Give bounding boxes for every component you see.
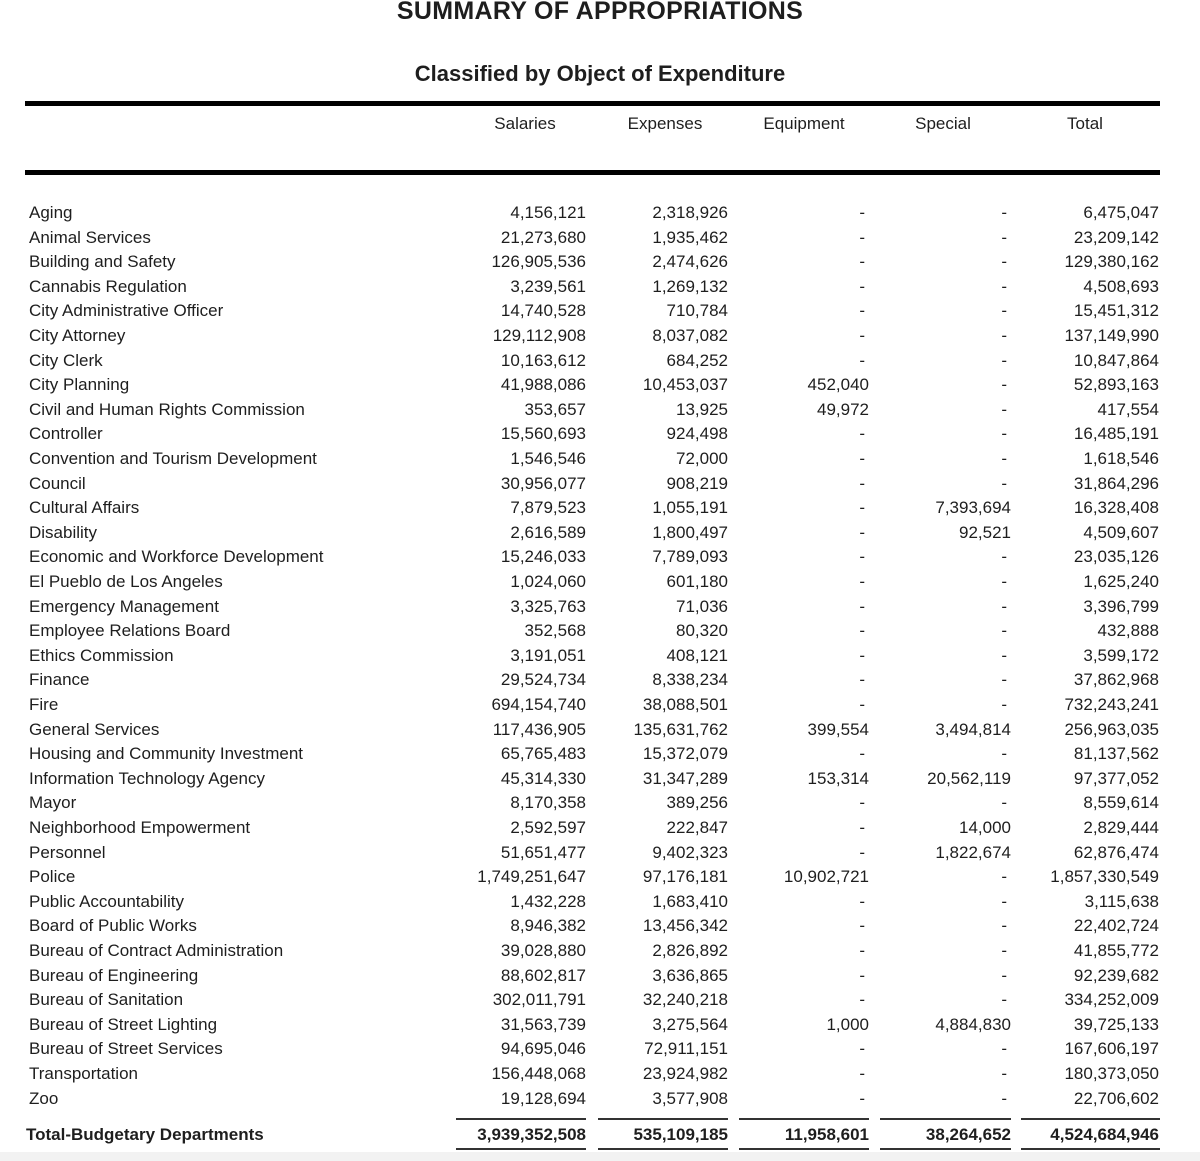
cell-expenses: 32,240,218: [642, 990, 728, 1010]
cell-total: 256,963,035: [1064, 719, 1159, 739]
cell-expenses: 13,925: [676, 399, 728, 419]
department-name: Building and Safety: [29, 252, 176, 272]
cell-salaries: 353,657: [524, 399, 586, 419]
cell-salaries: 117,436,905: [492, 719, 586, 739]
cell-salaries: 2,616,589: [510, 522, 586, 542]
cell-salaries: 41,988,086: [500, 375, 586, 395]
table-row: [0, 400, 1200, 424]
table-row: [0, 916, 1200, 940]
cell-equipment: -: [859, 744, 865, 764]
cell-salaries: 302,011,791: [492, 990, 586, 1010]
cell-equipment: -: [859, 498, 865, 518]
cell-salaries: 8,170,358: [510, 793, 586, 813]
department-name: Emergency Management: [29, 596, 219, 616]
table-row: [0, 572, 1200, 596]
cell-special: -: [1001, 645, 1007, 665]
cell-salaries: 30,956,077: [500, 473, 586, 493]
cell-expenses: 13,456,342: [642, 916, 728, 936]
table-row: [0, 720, 1200, 744]
department-name: Bureau of Engineering: [29, 965, 199, 985]
table-row: [0, 843, 1200, 867]
cell-expenses: 1,269,132: [652, 276, 728, 296]
cell-special: -: [1001, 965, 1007, 985]
cell-total: 4,508,693: [1083, 276, 1159, 296]
cell-equipment: -: [859, 572, 865, 591]
cell-equipment: -: [859, 547, 865, 567]
underline-salaries: [456, 1118, 586, 1120]
cell-expenses: 2,318,926: [652, 203, 728, 222]
double-underline-special: [880, 1148, 1011, 1150]
cell-total: 62,876,474: [1073, 842, 1159, 862]
department-name: Cannabis Regulation: [29, 276, 187, 296]
cell-expenses: 38,088,501: [642, 695, 728, 714]
department-name: Bureau of Street Services: [29, 1039, 223, 1059]
cell-total: 92,239,682: [1073, 965, 1159, 985]
department-name: Bureau of Contract Administration: [29, 941, 284, 960]
cell-equipment: -: [859, 473, 865, 493]
cell-salaries: 65,765,483: [500, 744, 586, 764]
cell-special: -: [1001, 916, 1007, 936]
column-header-total: Total: [1067, 114, 1103, 133]
department-name: Aging: [29, 203, 73, 222]
column-header-special: Special: [915, 114, 971, 133]
table-row: [0, 523, 1200, 547]
total-label: Total-Budgetary Departments: [26, 1125, 264, 1144]
cell-special: -: [1001, 301, 1007, 321]
cell-special: 1,822,674: [935, 842, 1011, 862]
department-name: Police: [29, 867, 76, 887]
table-row: [0, 621, 1200, 645]
cell-special: -: [1001, 891, 1007, 911]
department-name: City Planning: [29, 375, 130, 395]
underline-special: [880, 1118, 1011, 1120]
document-title: SUMMARY OF APPROPRIATIONS: [396, 0, 804, 25]
cell-equipment: -: [859, 1088, 865, 1108]
cell-total: 22,706,602: [1073, 1088, 1159, 1108]
cell-equipment: -: [859, 596, 865, 616]
cell-total: 81,137,562: [1073, 744, 1159, 764]
cell-salaries: 15,560,693: [500, 424, 586, 444]
cell-expenses: 408,121: [666, 645, 728, 665]
department-name: Neighborhood Empowerment: [29, 818, 251, 837]
table-row: [0, 351, 1200, 375]
cell-special: -: [1001, 473, 1007, 493]
cell-total: 23,209,142: [1073, 227, 1159, 247]
page-bottom-shade: [0, 1152, 1200, 1161]
department-name: Controller: [29, 424, 103, 444]
cell-special: -: [1001, 670, 1007, 690]
cell-special: -: [1001, 547, 1007, 567]
department-name: Animal Services: [29, 227, 151, 247]
cell-special: -: [1001, 744, 1007, 764]
cell-expenses: 1,935,462: [652, 227, 728, 247]
table-row: [0, 597, 1200, 621]
cell-salaries: 94,695,046: [500, 1039, 586, 1059]
cell-expenses: 80,320: [676, 621, 728, 641]
cell-equipment: -: [859, 965, 865, 985]
table-row: [0, 301, 1200, 325]
cell-special: -: [1001, 621, 1007, 641]
table-row: [0, 892, 1200, 916]
cell-total: 16,328,408: [1073, 498, 1159, 518]
cell-equipment: -: [859, 276, 865, 296]
total-salaries: 3,939,352,508: [477, 1125, 586, 1144]
cell-equipment: -: [859, 227, 865, 247]
cell-total: 52,893,163: [1073, 375, 1159, 395]
cell-equipment: -: [859, 941, 865, 960]
table-row: [0, 449, 1200, 473]
cell-equipment: 1,000: [826, 1014, 869, 1034]
cell-expenses: 71,036: [676, 596, 728, 616]
cell-total: 22,402,724: [1073, 916, 1159, 936]
cell-salaries: 51,651,477: [500, 842, 586, 862]
cell-expenses: 908,219: [666, 473, 728, 493]
table-row: [0, 670, 1200, 694]
table-row: [0, 818, 1200, 842]
department-name: Personnel: [29, 842, 106, 862]
cell-salaries: 3,191,051: [510, 645, 586, 665]
department-name: Economic and Workforce Development: [29, 547, 324, 567]
cell-special: -: [1001, 867, 1007, 887]
underline-equipment: [739, 1118, 869, 1120]
cell-equipment: -: [859, 818, 865, 837]
department-name: Bureau of Street Lighting: [29, 1014, 218, 1034]
department-name: Information Technology Agency: [29, 768, 265, 788]
cell-total: 4,509,607: [1083, 522, 1159, 542]
cell-expenses: 389,256: [666, 793, 728, 813]
cell-expenses: 7,789,093: [652, 547, 728, 567]
table-row: [0, 1089, 1200, 1113]
table-row: [0, 203, 1200, 227]
table-row: [0, 646, 1200, 670]
cell-special: -: [1001, 399, 1007, 419]
cell-salaries: 1,546,546: [510, 449, 586, 468]
cell-special: -: [1001, 424, 1007, 444]
department-name: Cultural Affairs: [29, 498, 140, 518]
cell-special: -: [1001, 695, 1007, 714]
cell-salaries: 19,128,694: [500, 1088, 586, 1108]
cell-salaries: 156,448,068: [491, 1064, 586, 1083]
cell-equipment: -: [859, 1064, 865, 1083]
cell-special: -: [1001, 1039, 1007, 1059]
cell-salaries: 8,946,382: [510, 916, 586, 936]
double-underline-expenses: [598, 1148, 728, 1150]
department-name: Disability: [29, 522, 98, 542]
table-row: [0, 375, 1200, 399]
column-header-salaries: Salaries: [494, 114, 556, 133]
department-name: Employee Relations Board: [29, 621, 231, 641]
cell-equipment: -: [859, 449, 865, 468]
department-name: Transportation: [29, 1064, 138, 1083]
table-row: [0, 547, 1200, 571]
cell-special: -: [1001, 449, 1007, 468]
cell-total: 167,606,197: [1064, 1039, 1159, 1059]
cell-total: 1,857,330,549: [1050, 867, 1159, 887]
cell-special: -: [1001, 252, 1007, 272]
cell-total: 129,380,162: [1064, 252, 1159, 272]
cell-salaries: 3,325,763: [510, 596, 586, 616]
cell-expenses: 2,474,626: [652, 252, 728, 272]
cell-expenses: 710,784: [666, 301, 728, 321]
cell-total: 15,451,312: [1073, 301, 1159, 321]
cell-expenses: 1,800,497: [652, 522, 728, 542]
cell-total: 2,829,444: [1083, 818, 1159, 837]
department-name: El Pueblo de Los Angeles: [29, 572, 223, 591]
cell-special: 20,562,119: [927, 768, 1011, 788]
total-total: 4,524,684,946: [1050, 1125, 1159, 1144]
cell-expenses: 8,037,082: [652, 326, 728, 345]
cell-equipment: 153,314: [807, 768, 869, 788]
department-name: Public Accountability: [29, 891, 184, 911]
cell-salaries: 7,879,523: [510, 498, 586, 518]
table-row: [0, 1064, 1200, 1088]
cell-salaries: 1,749,251,647: [477, 867, 586, 887]
total-row: [0, 1125, 1200, 1149]
cell-salaries: 1,432,228: [510, 891, 586, 911]
cell-equipment: -: [859, 891, 865, 911]
cell-expenses: 2,826,892: [652, 941, 728, 960]
cell-salaries: 4,156,121: [510, 203, 586, 222]
document-subtitle: Classified by Object of Expenditure: [414, 61, 786, 86]
cell-expenses: 3,636,865: [652, 965, 728, 985]
cell-special: -: [1001, 990, 1007, 1010]
table-row: [0, 1015, 1200, 1039]
cell-total: 6,475,047: [1083, 203, 1159, 222]
cell-salaries: 2,592,597: [510, 818, 586, 837]
table-row: [0, 252, 1200, 276]
department-name: Fire: [29, 695, 59, 714]
cell-total: 432,888: [1097, 621, 1159, 641]
table-row: [0, 326, 1200, 350]
total-special: 38,264,652: [925, 1125, 1011, 1144]
table-row: [0, 695, 1200, 719]
department-name: Zoo: [29, 1088, 59, 1108]
cell-equipment: -: [859, 522, 865, 542]
cell-total: 1,618,546: [1083, 449, 1159, 468]
cell-special: 3,494,814: [935, 719, 1011, 739]
table-row: [0, 867, 1200, 891]
cell-special: -: [1001, 375, 1007, 395]
department-name: City Clerk: [29, 350, 103, 370]
department-name: Council: [29, 473, 86, 493]
cell-special: -: [1001, 350, 1007, 370]
cell-expenses: 3,577,908: [652, 1088, 728, 1108]
table-row: [0, 793, 1200, 817]
cell-equipment: -: [859, 424, 865, 444]
cell-equipment: -: [859, 990, 865, 1010]
cell-special: -: [1001, 203, 1007, 222]
cell-expenses: 1,683,410: [652, 891, 728, 911]
cell-expenses: 1,055,191: [652, 498, 728, 518]
cell-expenses: 31,347,289: [642, 768, 728, 788]
department-name: Bureau of Sanitation: [29, 990, 184, 1010]
header-bottom-rule: [25, 170, 1160, 175]
table-row: [0, 1039, 1200, 1063]
cell-special: 14,000: [959, 818, 1011, 837]
cell-equipment: -: [859, 203, 865, 222]
cell-special: -: [1001, 326, 1007, 345]
cell-total: 16,485,191: [1073, 424, 1159, 444]
department-name: General Services: [29, 719, 160, 739]
cell-equipment: -: [859, 1039, 865, 1059]
cell-total: 180,373,050: [1064, 1064, 1159, 1083]
cell-equipment: -: [859, 916, 865, 936]
table-row: [0, 990, 1200, 1014]
department-name: Civil and Human Rights Commission: [29, 399, 305, 419]
cell-special: -: [1001, 1064, 1007, 1083]
cell-salaries: 14,740,528: [500, 301, 586, 321]
cell-expenses: 222,847: [666, 818, 728, 837]
underline-total: [1021, 1118, 1160, 1120]
table-row: [0, 424, 1200, 448]
cell-expenses: 135,631,762: [633, 719, 728, 739]
cell-special: -: [1001, 793, 1007, 813]
double-underline-salaries: [456, 1148, 586, 1150]
cell-equipment: -: [859, 326, 865, 345]
cell-salaries: 3,239,561: [510, 276, 586, 296]
table-row: [0, 498, 1200, 522]
cell-special: -: [1001, 572, 1007, 591]
cell-equipment: 452,040: [807, 375, 869, 395]
cell-equipment: 49,972: [817, 399, 869, 419]
cell-salaries: 15,246,033: [500, 547, 586, 567]
cell-expenses: 8,338,234: [652, 670, 728, 690]
cell-special: 92,521: [959, 522, 1011, 542]
cell-expenses: 97,176,181: [642, 867, 728, 887]
department-name: City Attorney: [29, 326, 126, 345]
cell-total: 41,855,772: [1073, 941, 1159, 960]
cell-special: -: [1001, 276, 1007, 296]
table-row: [0, 966, 1200, 990]
department-name: City Administrative Officer: [29, 301, 224, 321]
cell-expenses: 3,275,564: [652, 1014, 728, 1034]
cell-total: 10,847,864: [1073, 350, 1159, 370]
cell-total: 3,599,172: [1083, 645, 1159, 665]
cell-equipment: -: [859, 793, 865, 813]
department-name: Housing and Community Investment: [29, 744, 304, 764]
cell-special: -: [1001, 227, 1007, 247]
cell-total: 732,243,241: [1064, 695, 1159, 714]
cell-salaries: 31,563,739: [500, 1014, 586, 1034]
department-name: Convention and Tourism Development: [29, 449, 317, 468]
cell-expenses: 601,180: [666, 572, 728, 591]
cell-expenses: 684,252: [666, 350, 728, 370]
cell-salaries: 1,024,060: [510, 572, 586, 591]
total-expenses: 535,109,185: [633, 1125, 728, 1144]
cell-total: 417,554: [1097, 399, 1159, 419]
cell-total: 39,725,133: [1073, 1014, 1159, 1034]
cell-expenses: 10,453,037: [642, 375, 728, 395]
cell-total: 137,149,990: [1064, 326, 1159, 345]
table-row: [0, 744, 1200, 768]
cell-equipment: -: [859, 842, 865, 862]
cell-salaries: 126,905,536: [491, 252, 586, 272]
cell-total: 8,559,614: [1083, 793, 1159, 813]
table-row: [0, 277, 1200, 301]
cell-equipment: -: [859, 645, 865, 665]
cell-special: -: [1001, 941, 1007, 960]
cell-salaries: 10,163,612: [500, 350, 586, 370]
cell-total: 1,625,240: [1083, 572, 1159, 591]
underline-expenses: [598, 1118, 728, 1120]
cell-salaries: 39,028,880: [500, 941, 586, 960]
double-underline-total: [1021, 1148, 1160, 1150]
cell-total: 3,115,638: [1084, 891, 1159, 911]
department-name: Board of Public Works: [29, 916, 197, 936]
cell-salaries: 694,154,740: [491, 695, 586, 714]
cell-salaries: 45,314,330: [500, 768, 586, 788]
cell-total: 97,377,052: [1073, 768, 1159, 788]
cell-special: -: [1001, 596, 1007, 616]
cell-total: 31,864,296: [1073, 473, 1159, 493]
cell-total: 23,035,126: [1073, 547, 1159, 567]
cell-expenses: 9,402,323: [652, 842, 728, 862]
total-equipment: 11,958,601: [784, 1125, 869, 1144]
cell-total: 37,862,968: [1073, 670, 1159, 690]
table-row: [0, 769, 1200, 793]
cell-special: 4,884,830: [935, 1014, 1011, 1034]
table-row: [0, 474, 1200, 498]
header-top-rule: [25, 101, 1160, 106]
column-header-equipment: Equipment: [763, 114, 845, 133]
cell-expenses: 15,372,079: [642, 744, 728, 764]
cell-salaries: 129,112,908: [492, 326, 586, 345]
cell-expenses: 23,924,982: [642, 1064, 728, 1083]
cell-equipment: -: [859, 301, 865, 321]
cell-salaries: 88,602,817: [500, 965, 586, 985]
table-row: [0, 941, 1200, 965]
column-header-expenses: Expenses: [627, 114, 703, 133]
cell-equipment: -: [859, 621, 865, 641]
cell-equipment: -: [859, 670, 865, 690]
cell-special: -: [1001, 1088, 1007, 1108]
cell-expenses: 924,498: [666, 424, 728, 444]
department-name: Finance: [29, 670, 90, 690]
double-underline-equipment: [739, 1148, 869, 1150]
cell-total: 334,252,009: [1064, 990, 1159, 1010]
table-row: [0, 228, 1200, 252]
cell-special: 7,393,694: [935, 498, 1011, 518]
cell-equipment: -: [859, 252, 865, 272]
cell-total: 3,396,799: [1083, 596, 1159, 616]
department-name: Ethics Commission: [29, 645, 174, 665]
cell-salaries: 352,568: [524, 621, 586, 641]
cell-expenses: 72,000: [676, 449, 728, 468]
cell-salaries: 21,273,680: [500, 227, 586, 247]
cell-salaries: 29,524,734: [500, 670, 586, 690]
department-name: Mayor: [29, 793, 77, 813]
cell-expenses: 72,911,151: [644, 1039, 728, 1059]
cell-equipment: -: [859, 350, 865, 370]
cell-equipment: 399,554: [807, 719, 869, 739]
cell-equipment: 10,902,721: [783, 867, 869, 887]
cell-equipment: -: [859, 695, 865, 714]
